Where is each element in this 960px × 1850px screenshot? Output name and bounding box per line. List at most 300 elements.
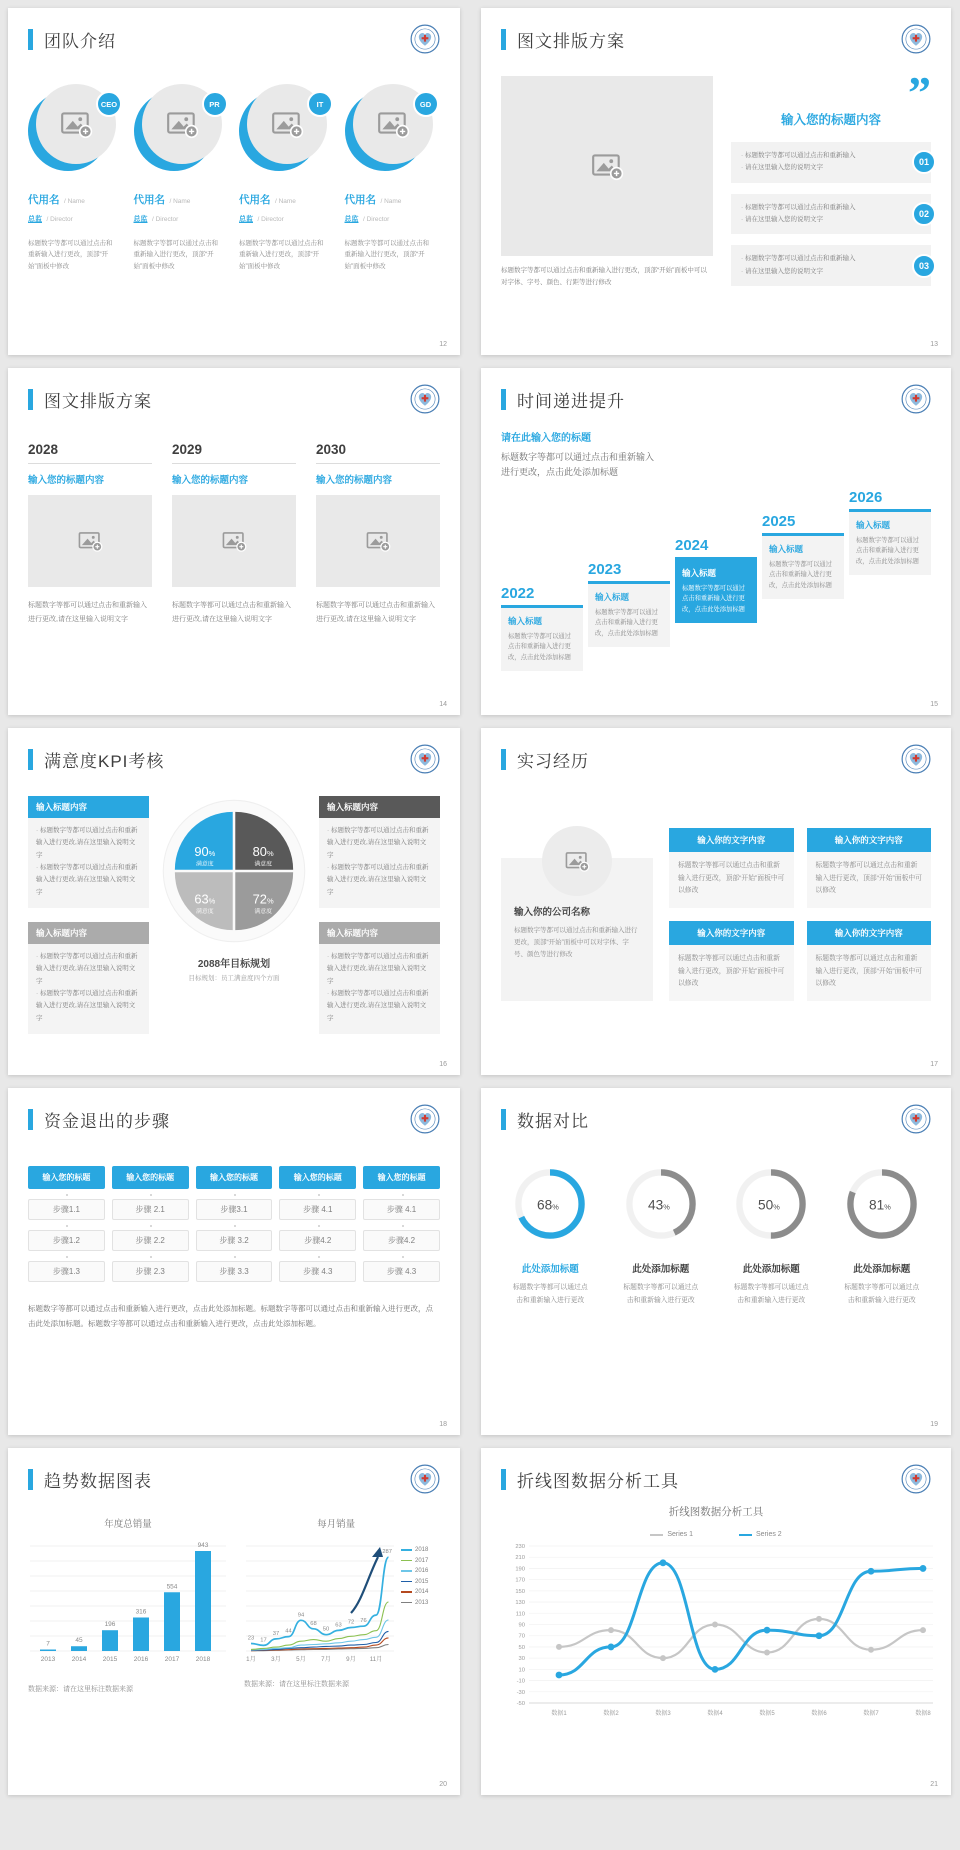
team-member bbox=[239, 84, 335, 272]
step-column bbox=[196, 1166, 273, 1282]
year-label: 2028 bbox=[28, 442, 152, 464]
column-title: 输入您的标题内容 bbox=[172, 475, 249, 486]
image-placeholder-icon bbox=[77, 528, 103, 554]
step-column bbox=[112, 1166, 189, 1282]
svg-text:45: 45 bbox=[75, 1637, 83, 1645]
svg-text:190: 190 bbox=[515, 1566, 525, 1573]
svg-text:数据5: 数据5 bbox=[759, 1711, 775, 1717]
card-body: 标题数字等都可以通过点击和重新输入进行更改，顶部“开始”面板中可以修改 bbox=[669, 852, 794, 908]
svg-text:130: 130 bbox=[515, 1600, 525, 1607]
slide-header bbox=[28, 1464, 440, 1494]
school-logo-icon bbox=[410, 24, 440, 54]
chart-row bbox=[28, 1516, 440, 1694]
kpi-right-column bbox=[319, 796, 440, 1034]
member-role-en: / Director bbox=[362, 216, 390, 223]
legend-label: 2014 bbox=[415, 1589, 429, 1595]
step-columns bbox=[28, 1166, 440, 1282]
svg-text:70: 70 bbox=[518, 1633, 525, 1640]
slide-header bbox=[28, 744, 440, 774]
kpi-box bbox=[28, 922, 149, 1034]
svg-text:满意度: 满意度 bbox=[196, 909, 214, 915]
chart-legend bbox=[401, 1533, 428, 1671]
image-placeholder bbox=[172, 495, 296, 587]
role-badge: GD bbox=[413, 91, 439, 117]
slide-page-number: 21 bbox=[930, 1781, 938, 1788]
slide-header bbox=[501, 1104, 931, 1134]
avatar bbox=[28, 84, 120, 174]
slide-title: 资金退出的步骤 bbox=[44, 1111, 170, 1131]
legend-swatch-series1 bbox=[650, 1534, 663, 1536]
svg-text:9月: 9月 bbox=[346, 1656, 356, 1663]
year-column bbox=[28, 442, 152, 626]
bullet-line: · 标题数字等都可以通过点击和重新输入进行更改,请在这里输入说明文字 bbox=[327, 988, 432, 1025]
legend-item bbox=[401, 1568, 428, 1574]
chart-source: 数据来源：请在这里标注数据来源 bbox=[244, 1681, 349, 1688]
bullet-line: · 标题数字等都可以通过点击和重新输入进行更改,请在这里输入说明文字 bbox=[36, 825, 141, 862]
legend-label: Series 2 bbox=[756, 1531, 782, 1538]
pie-slice bbox=[175, 872, 233, 930]
image-placeholder bbox=[501, 76, 713, 256]
svg-text:17: 17 bbox=[260, 1637, 267, 1644]
slide-title: 时间递进提升 bbox=[517, 391, 625, 411]
list-item bbox=[731, 194, 931, 235]
avatar bbox=[239, 84, 331, 174]
svg-text:2014: 2014 bbox=[71, 1656, 87, 1663]
step-item: 步骤 2.1 bbox=[112, 1199, 189, 1220]
kpi-box-header: 输入标题内容 bbox=[28, 796, 149, 818]
svg-text:5月: 5月 bbox=[296, 1656, 306, 1663]
column-desc: 标题数字等都可以通过点击和重新输入进行更改,请在这里输入说明文字 bbox=[172, 602, 291, 623]
slide-page-number: 18 bbox=[439, 1421, 447, 1428]
year-column bbox=[172, 442, 296, 626]
step-item: 步骤4.2 bbox=[363, 1230, 440, 1251]
card-body: 标题数字等都可以通过点击和重新输入进行更改，顶部“开始”面板中可以修改 bbox=[807, 852, 932, 908]
member-desc: 标题数字等都可以通过点击和重新输入进行更改，顶部“开始”面板中修改 bbox=[344, 240, 429, 270]
chart-source: 数据来源：请在这里标注数据来源 bbox=[28, 1686, 133, 1693]
svg-text:50: 50 bbox=[518, 1644, 525, 1651]
number-badge: 02 bbox=[912, 202, 936, 226]
bullet-line: · 标题数字等都可以通过点击和重新输入进行更改,请在这里输入说明文字 bbox=[36, 862, 141, 899]
svg-text:90%: 90% bbox=[194, 843, 216, 859]
kpi-box-body bbox=[28, 818, 149, 908]
bullet-line: · 请在这里输入您的说明文字 bbox=[741, 214, 903, 226]
slide-page-number: 12 bbox=[439, 341, 447, 348]
step-item: 步骤1.3 bbox=[28, 1261, 105, 1282]
list-item bbox=[731, 142, 931, 183]
kpi-box bbox=[319, 796, 440, 908]
year-columns bbox=[28, 442, 440, 626]
kpi-box-header: 输入标题内容 bbox=[28, 922, 149, 944]
step-item: 步骤 4.1 bbox=[279, 1199, 356, 1220]
slide-body bbox=[501, 67, 931, 297]
svg-text:数据1: 数据1 bbox=[551, 1711, 567, 1717]
slide-header bbox=[501, 24, 931, 54]
school-logo-icon bbox=[901, 24, 931, 54]
slide-header bbox=[28, 1104, 440, 1134]
svg-text:287: 287 bbox=[382, 1549, 392, 1556]
step-item: 步骤 2.3 bbox=[112, 1261, 189, 1282]
svg-text:满意度: 满意度 bbox=[196, 861, 214, 868]
gauge-desc: 标题数字等都可以通过点击和重新输入进行更改 bbox=[623, 1284, 699, 1304]
slide-header bbox=[28, 384, 440, 414]
pie-caption-sub: 目标规划：员工满意度四个方面 bbox=[188, 975, 280, 982]
svg-text:-10: -10 bbox=[516, 1678, 525, 1685]
gauge-ring-chart bbox=[621, 1164, 701, 1244]
chart-title: 每月销量 bbox=[317, 1519, 356, 1530]
slide-title: 团队介绍 bbox=[44, 31, 116, 51]
slide-image-text-layout-1 bbox=[481, 8, 951, 355]
svg-text:50%: 50% bbox=[758, 1197, 781, 1213]
image-placeholder bbox=[316, 495, 440, 587]
svg-text:43%: 43% bbox=[647, 1197, 670, 1213]
intro-line: 进行更改，点击此处添加标题 bbox=[501, 467, 619, 478]
title-accent-bar bbox=[501, 1109, 506, 1130]
svg-text:30: 30 bbox=[518, 1656, 525, 1663]
slide-exit-steps bbox=[8, 1088, 460, 1435]
slide-title: 图文排版方案 bbox=[517, 31, 625, 51]
member-name-en: / Name bbox=[169, 198, 191, 205]
legend-item bbox=[401, 1600, 428, 1606]
step-item: 步骤1.2 bbox=[28, 1230, 105, 1251]
gauge bbox=[722, 1164, 821, 1307]
svg-text:2013: 2013 bbox=[40, 1656, 56, 1663]
school-logo-icon bbox=[410, 744, 440, 774]
legend-label: 2016 bbox=[415, 1568, 429, 1574]
svg-text:数据2: 数据2 bbox=[603, 1711, 619, 1717]
slide-kpi bbox=[8, 728, 460, 1075]
svg-text:2018: 2018 bbox=[195, 1656, 211, 1663]
legend-swatch bbox=[401, 1570, 412, 1572]
image-placeholder-icon bbox=[270, 107, 304, 141]
number-badge: 03 bbox=[912, 254, 936, 278]
step-item: 步骤 3.2 bbox=[196, 1230, 273, 1251]
company-name: 输入你的公司名称 bbox=[514, 907, 591, 918]
slide-title: 实习经历 bbox=[517, 751, 589, 771]
step-column-header: 输入您的标题 bbox=[28, 1166, 105, 1189]
member-name-en: / Name bbox=[274, 198, 296, 205]
monthly-line-chart-block bbox=[244, 1516, 428, 1694]
image-placeholder bbox=[28, 495, 152, 587]
pie-caption-title: 2088年目标规划 bbox=[197, 959, 271, 970]
member-role-en: / Director bbox=[151, 216, 179, 223]
svg-text:90: 90 bbox=[518, 1622, 525, 1629]
role-badge: PR bbox=[202, 91, 228, 117]
school-logo-icon bbox=[410, 1104, 440, 1134]
timeline-step bbox=[501, 585, 583, 671]
slide-header bbox=[501, 1464, 931, 1494]
timeline-card-desc: 标题数字等都可以通过点击和重新输入进行更改，点击此处添加标题 bbox=[769, 560, 832, 589]
image-placeholder-icon bbox=[165, 107, 199, 141]
slide-page-number: 15 bbox=[930, 701, 938, 708]
title-accent-bar bbox=[501, 749, 506, 770]
gauge-title: 此处添加标题 bbox=[742, 1264, 800, 1275]
avatar bbox=[134, 84, 226, 174]
member-role-en: / Director bbox=[46, 216, 73, 223]
internship-card bbox=[807, 921, 932, 1001]
monthly-chart-wrap bbox=[244, 1533, 428, 1671]
gauge-title: 此处添加标题 bbox=[853, 1264, 911, 1275]
kpi-pie-area bbox=[158, 796, 310, 982]
timeline-step bbox=[762, 513, 844, 599]
avatar bbox=[345, 84, 437, 174]
legend-item bbox=[401, 1589, 428, 1595]
svg-text:44: 44 bbox=[285, 1628, 292, 1635]
member-name-en: / Name bbox=[63, 198, 85, 205]
title-accent-bar bbox=[501, 29, 506, 50]
role-badge: CEO bbox=[96, 91, 122, 117]
title-accent-bar bbox=[28, 389, 33, 410]
school-logo-icon bbox=[901, 1104, 931, 1134]
svg-text:72: 72 bbox=[347, 1619, 355, 1626]
legend-swatch bbox=[401, 1581, 412, 1583]
title-accent-bar bbox=[28, 29, 33, 50]
step-item: 步骤1.1 bbox=[28, 1199, 105, 1220]
member-role: 总监 bbox=[28, 216, 42, 223]
intro-line: 标题数字等都可以通过点击和重新输入 bbox=[501, 452, 655, 462]
team-member bbox=[345, 84, 441, 272]
slide-title: 折线图数据分析工具 bbox=[517, 1471, 679, 1491]
legend-swatch bbox=[401, 1591, 412, 1593]
timeline-card-desc: 标题数字等都可以通过点击和重新输入进行更改，点击此处添加标题 bbox=[682, 584, 745, 613]
monthly-sales-line-chart bbox=[244, 1533, 396, 1671]
kpi-pie-chart bbox=[159, 796, 309, 946]
internship-card bbox=[669, 921, 794, 1001]
school-logo-icon bbox=[410, 1464, 440, 1494]
gauge-title: 此处添加标题 bbox=[521, 1264, 579, 1275]
slide-header bbox=[28, 24, 440, 54]
company-card bbox=[501, 858, 653, 1001]
legend-label: 2013 bbox=[415, 1599, 429, 1606]
timeline-step-highlighted bbox=[675, 537, 757, 623]
title-accent-bar bbox=[28, 1469, 33, 1490]
timeline-card-desc: 标题数字等都可以通过点击和重新输入进行更改，点击此处添加标题 bbox=[508, 632, 571, 661]
school-logo-icon bbox=[901, 744, 931, 774]
team-member bbox=[28, 84, 124, 272]
svg-text:-30: -30 bbox=[516, 1689, 525, 1696]
svg-text:94: 94 bbox=[297, 1612, 305, 1619]
svg-text:数据6: 数据6 bbox=[811, 1711, 827, 1717]
svg-text:1月: 1月 bbox=[246, 1656, 256, 1663]
svg-text:68%: 68% bbox=[537, 1197, 560, 1213]
svg-text:2016: 2016 bbox=[133, 1656, 149, 1663]
member-desc: 标题数字等都可以通过点击和重新输入进行更改，顶部“开始”面板中修改 bbox=[133, 240, 218, 270]
steps-paragraph: 标题数字等都可以通过点击和重新输入进行更改，点击此处添加标题。标题数字等都可以通过点击和重新输入进行更改，点击此处添加标题。标题数字等都可以通过点击和重新输入进行更改，点击此处添加标题。 bbox=[28, 1304, 433, 1328]
step-item: 步骤3.1 bbox=[196, 1199, 273, 1220]
slide-page-number: 20 bbox=[439, 1781, 447, 1788]
step-column-header: 输入您的标题 bbox=[279, 1166, 356, 1189]
legend-item bbox=[401, 1558, 428, 1564]
gauge bbox=[833, 1164, 932, 1307]
gauge-ring-chart bbox=[510, 1164, 590, 1244]
image-placeholder-icon bbox=[564, 848, 590, 874]
slide-data-compare bbox=[481, 1088, 951, 1435]
member-name-en: / Name bbox=[380, 198, 402, 205]
svg-text:110: 110 bbox=[515, 1611, 525, 1618]
gauge bbox=[501, 1164, 600, 1307]
svg-text:554: 554 bbox=[166, 1583, 178, 1591]
timeline-card-desc: 标题数字等都可以通过点击和重新输入进行更改，点击此处添加标题 bbox=[856, 536, 919, 565]
svg-text:72%: 72% bbox=[252, 891, 274, 907]
svg-text:7月: 7月 bbox=[321, 1656, 331, 1663]
legend-swatch bbox=[401, 1549, 412, 1551]
pie-slice bbox=[235, 812, 293, 870]
slide-page-number: 13 bbox=[930, 341, 938, 348]
member-desc: 标题数字等都可以通过点击和重新输入进行更改，顶部“开始”面板中修改 bbox=[28, 240, 113, 270]
legend-swatch-series2 bbox=[739, 1534, 752, 1536]
svg-text:68: 68 bbox=[310, 1620, 317, 1627]
legend-swatch bbox=[401, 1602, 412, 1604]
svg-text:数据8: 数据8 bbox=[915, 1711, 931, 1717]
step-item: 步骤 4.3 bbox=[363, 1261, 440, 1282]
bullet-line: · 标题数字等都可以通过点击和重新输入 bbox=[741, 202, 903, 214]
image-column bbox=[501, 76, 713, 297]
svg-text:76: 76 bbox=[360, 1618, 367, 1625]
slide-trend-charts bbox=[8, 1448, 460, 1795]
legend-label: 2015 bbox=[415, 1578, 429, 1585]
member-desc: 标题数字等都可以通过点击和重新输入进行更改，顶部“开始”面板中修改 bbox=[239, 240, 324, 270]
gauge bbox=[612, 1164, 711, 1307]
year-label: 2030 bbox=[316, 442, 440, 464]
card-header: 输入你的文字内容 bbox=[807, 921, 932, 945]
kpi-left-column bbox=[28, 796, 149, 1034]
bullet-line: · 标题数字等都可以通过点击和重新输入 bbox=[741, 253, 903, 265]
timeline-year: 2026 bbox=[849, 488, 883, 506]
timeline-card-desc: 标题数字等都可以通过点击和重新输入进行更改，点击此处添加标题 bbox=[595, 608, 658, 637]
year-label: 2029 bbox=[172, 442, 296, 464]
member-name: 代用名 bbox=[28, 194, 60, 206]
internship-card bbox=[807, 828, 932, 908]
image-caption: 标题数字等都可以通过点击和重新输入进行更改，顶部“开始”面板中可以对字体、字号、颜色、行距等进行修改 bbox=[501, 267, 707, 287]
legend-item bbox=[401, 1547, 428, 1553]
step-item: 步骤 2.2 bbox=[112, 1230, 189, 1251]
step-column-header: 输入您的标题 bbox=[363, 1166, 440, 1189]
svg-text:满意度: 满意度 bbox=[254, 909, 272, 915]
slide-title: 图文排版方案 bbox=[44, 391, 152, 411]
number-badge: 01 bbox=[912, 150, 936, 174]
step-column-header: 输入您的标题 bbox=[112, 1166, 189, 1189]
column-title: 输入您的标题内容 bbox=[28, 475, 105, 486]
kpi-box-header: 输入标题内容 bbox=[319, 796, 440, 818]
step-item: 步骤4.2 bbox=[279, 1230, 356, 1251]
timeline-card-title: 输入标题 bbox=[769, 543, 804, 554]
timeline-year: 2025 bbox=[762, 512, 796, 530]
analysis-chart-block bbox=[501, 1504, 931, 1739]
step-column bbox=[279, 1166, 356, 1282]
step-column bbox=[363, 1166, 440, 1282]
slide-internship bbox=[481, 728, 951, 1075]
bullet-line: · 标题数字等都可以通过点击和重新输入进行更改,请在这里输入说明文字 bbox=[327, 862, 432, 899]
svg-text:7: 7 bbox=[46, 1640, 50, 1648]
quote-mark: ” bbox=[908, 67, 931, 118]
timeline-year: 2023 bbox=[588, 560, 622, 578]
member-role-en: / Director bbox=[257, 216, 284, 223]
timeline-card bbox=[675, 557, 757, 623]
svg-text:11月: 11月 bbox=[369, 1656, 383, 1663]
timeline-card-title: 输入标题 bbox=[682, 567, 717, 578]
svg-text:3月: 3月 bbox=[271, 1656, 281, 1663]
school-logo-icon bbox=[410, 384, 440, 414]
image-placeholder-icon bbox=[590, 149, 624, 183]
timeline-card-title: 输入标题 bbox=[595, 591, 630, 602]
title-accent-bar bbox=[501, 389, 506, 410]
timeline-step bbox=[588, 561, 670, 647]
kpi-layout bbox=[28, 796, 440, 1034]
slide-page-number: 19 bbox=[930, 1421, 938, 1428]
timeline-card bbox=[501, 605, 583, 671]
svg-text:23: 23 bbox=[247, 1635, 255, 1642]
slide-timeline bbox=[481, 368, 951, 715]
card-body: 标题数字等都可以通过点击和重新输入进行更改，顶部“开始”面板中可以修改 bbox=[807, 945, 932, 1001]
member-name: 代用名 bbox=[133, 194, 165, 206]
slide-title: 满意度KPI考核 bbox=[44, 751, 165, 771]
svg-text:943: 943 bbox=[197, 1542, 209, 1549]
legend-label: 2018 bbox=[415, 1547, 429, 1553]
team-member bbox=[134, 84, 230, 272]
timeline-card-title: 输入标题 bbox=[508, 615, 543, 626]
svg-text:满意度: 满意度 bbox=[254, 861, 272, 868]
timeline-step bbox=[849, 489, 931, 575]
timeline-year: 2022 bbox=[501, 584, 535, 602]
svg-text:数据4: 数据4 bbox=[707, 1711, 723, 1717]
svg-text:数据7: 数据7 bbox=[863, 1711, 879, 1717]
slide-page-number: 14 bbox=[439, 701, 447, 708]
step-column-header: 输入您的标题 bbox=[196, 1166, 273, 1189]
internship-layout bbox=[501, 828, 931, 1001]
timeline-steps bbox=[501, 489, 931, 671]
timeline-card-title: 输入标题 bbox=[856, 519, 891, 530]
company-desc: 标题数字等都可以通过点击和重新输入进行更改，顶部“开始”面板中可以对字体、字号、颜色等进行修改 bbox=[514, 927, 638, 959]
title-accent-bar bbox=[28, 749, 33, 770]
card-body: 标题数字等都可以通过点击和重新输入进行更改，顶部“开始”面板中可以修改 bbox=[669, 945, 794, 1001]
title-accent-bar bbox=[28, 1109, 33, 1130]
step-column bbox=[28, 1166, 105, 1282]
kpi-box-body bbox=[319, 818, 440, 908]
slide-page-number: 16 bbox=[439, 1061, 447, 1068]
svg-text:81%: 81% bbox=[868, 1197, 891, 1213]
role-badge: IT bbox=[307, 91, 333, 117]
bullet-line: · 标题数字等都可以通过点击和重新输入进行更改,请在这里输入说明文字 bbox=[36, 988, 141, 1025]
internship-cards bbox=[669, 828, 931, 1001]
timeline-year: 2024 bbox=[675, 536, 709, 554]
svg-text:80%: 80% bbox=[252, 843, 274, 859]
annual-sales-bar-chart bbox=[28, 1533, 228, 1671]
legend-item bbox=[650, 1531, 693, 1538]
legend-label: Series 1 bbox=[667, 1531, 693, 1538]
slide-image-text-layout-2 bbox=[8, 368, 460, 715]
legend-item bbox=[739, 1531, 782, 1538]
member-role: 总监 bbox=[344, 216, 359, 223]
svg-text:150: 150 bbox=[515, 1588, 525, 1595]
svg-text:2017: 2017 bbox=[164, 1656, 180, 1663]
image-placeholder-icon bbox=[365, 528, 391, 554]
chart-title: 年度总销量 bbox=[104, 1519, 152, 1530]
svg-text:316: 316 bbox=[135, 1608, 147, 1616]
gauge-ring-chart bbox=[731, 1164, 811, 1244]
bullet-line: · 标题数字等都可以通过点击和重新输入进行更改,请在这里输入说明文字 bbox=[327, 825, 432, 862]
slide-header bbox=[501, 744, 931, 774]
slide-line-analysis bbox=[481, 1448, 951, 1795]
kpi-box bbox=[28, 796, 149, 908]
gauge-desc: 标题数字等都可以通过点击和重新输入进行更改 bbox=[844, 1284, 920, 1304]
svg-text:10: 10 bbox=[518, 1667, 525, 1674]
company-photo-placeholder bbox=[542, 826, 612, 896]
chart-legend bbox=[501, 1531, 931, 1538]
step-item: 步骤 3.3 bbox=[196, 1261, 273, 1282]
timeline-card bbox=[588, 581, 670, 647]
step-item: 步骤 4.3 bbox=[279, 1261, 356, 1282]
gauge-title: 此处添加标题 bbox=[632, 1264, 690, 1275]
column-desc: 标题数字等都可以通过点击和重新输入进行更改,请在这里输入说明文字 bbox=[28, 602, 147, 623]
